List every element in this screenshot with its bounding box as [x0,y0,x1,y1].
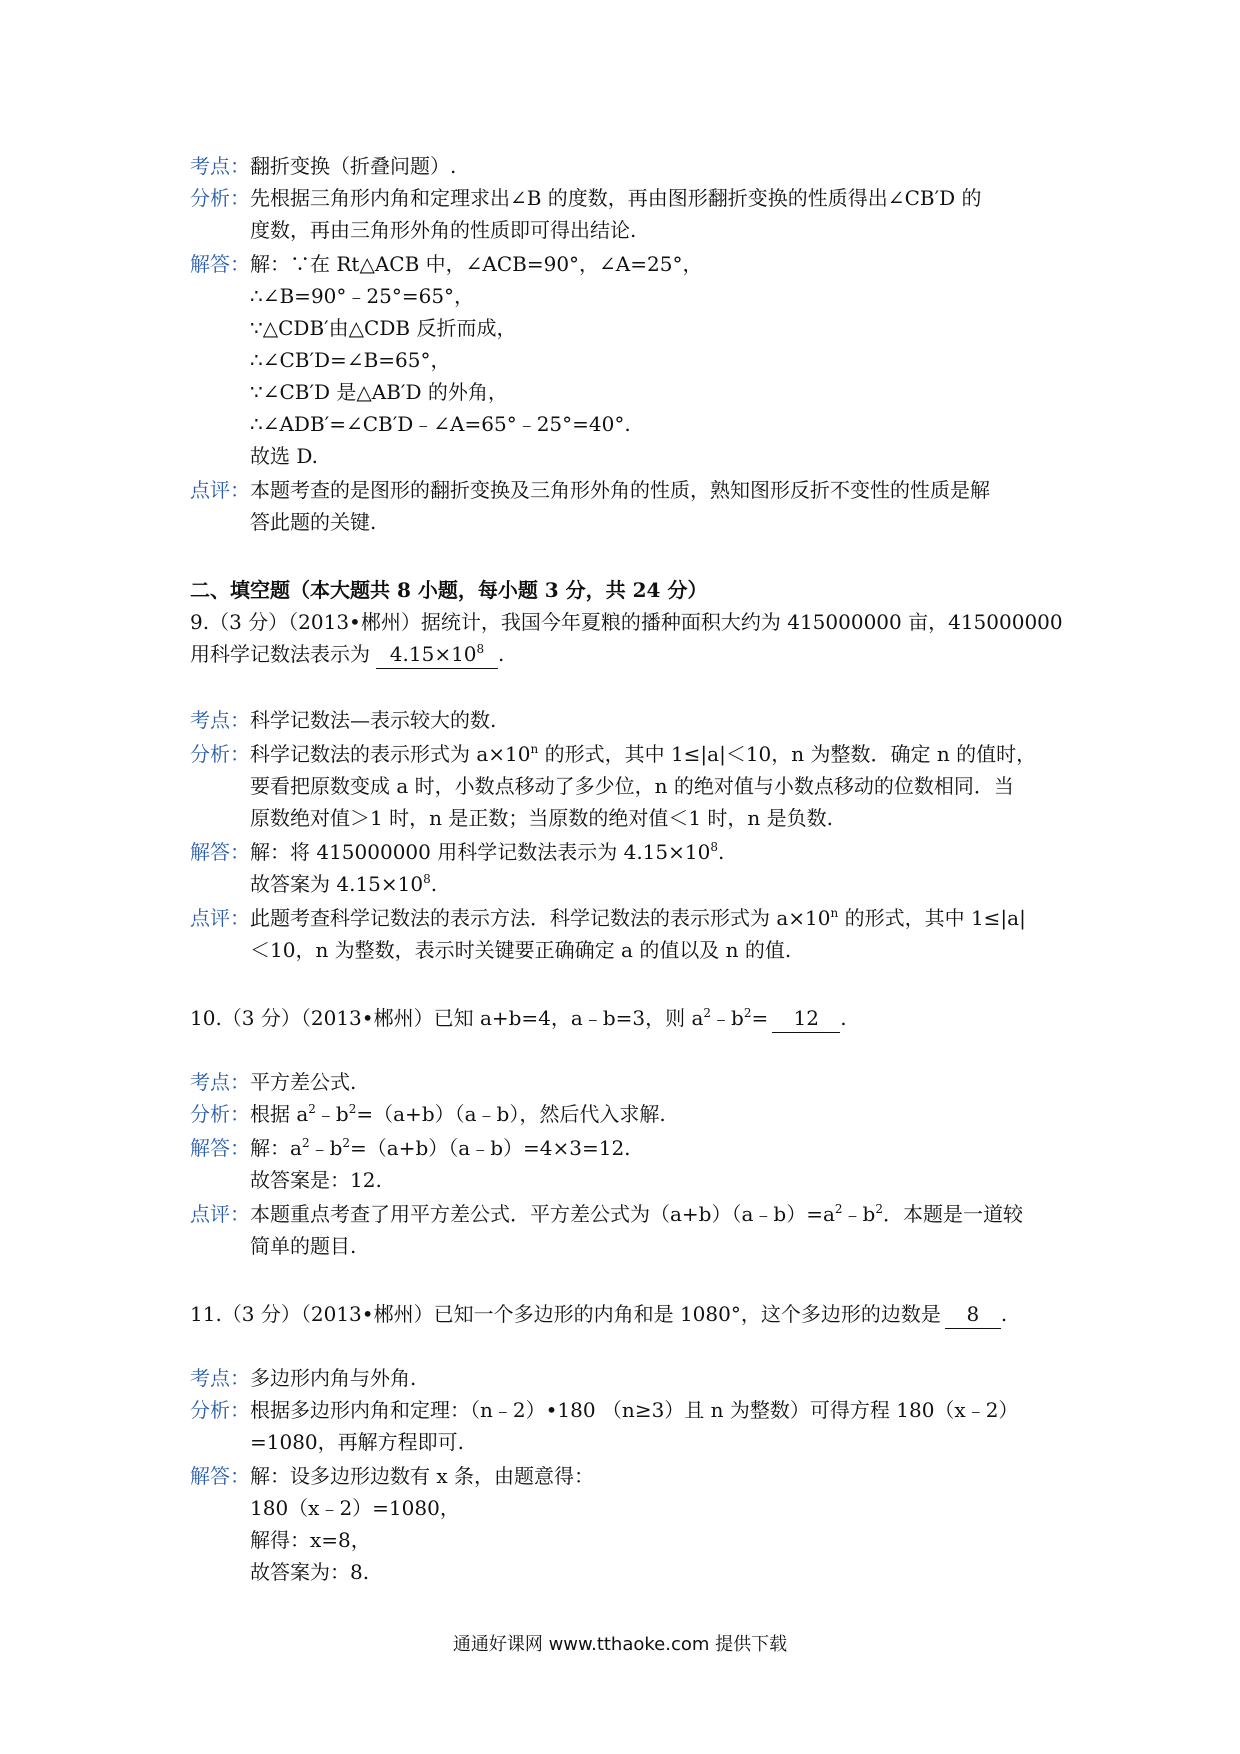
dianping-row [190,904,1026,932]
dianping-text: 本题重点考查了用平方差公式．平方差公式为（a+b）（a﹣b）=a [250,1202,835,1226]
jieda-label: 解答： [190,1136,250,1160]
fenxi-text: 的形式，其中 1≤|a|＜10，n 为整数．确定 n 的值时， [538,742,1037,766]
jieda-line: ∵△CDB′由△CDB 反折而成， [250,316,517,340]
jieda-text: . [717,840,725,864]
answer-blank [376,640,498,669]
kaodian-row [190,1364,416,1392]
punct: . [1000,1302,1008,1326]
dianping-text: ．本题是一道较 [883,1202,1023,1226]
fenxi-text: =（a+b）（a﹣b），然后代入求解. [356,1102,666,1126]
jieda-line: ∵∠CB′D 是△AB′D 的外角， [250,380,508,404]
jieda-text: 解：a [250,1136,302,1160]
kaodian-label: 考点： [190,708,250,732]
dianping-text: 此题考查科学记数法的表示方法．科学记数法的表示形式为 a×10 [250,906,831,930]
dianping-label: 点评： [190,1202,250,1226]
answer-exponent: 8 [476,642,485,656]
exponent: 2 [834,1202,843,1216]
jieda-line: ∴∠ADB′=∠CB′D﹣∠A=65°﹣25°=40°. [250,412,631,436]
exponent: n [530,742,539,756]
question-9-line: 9.（3 分）（2013•郴州）据统计，我国今年夏粮的播种面积大约为 415000000 亩，415000000 [190,610,1063,634]
dianping-line: ＜10，n 为整数，表示时关键要正确确定 a 的值以及 n 的值. [250,938,792,962]
fenxi-line: 原数绝对值＞1 时，n 是正数；当原数的绝对值＜1 时，n 是负数. [250,806,833,830]
dianping-line: 答此题的关键. [250,510,377,534]
answer-text: 4.15×10 [389,642,477,666]
jieda-text: . [430,872,438,896]
jieda-text: 故答案为 4.15×10 [250,872,424,896]
answer-blank: 12 [772,1004,840,1033]
dianping-text: 本题考查的是图形的翻折变换及三角形外角的性质，熟知图形反折不变性的性质是解 [250,478,990,502]
fenxi-text: ﹣b [315,1102,349,1126]
jieda-line: ∴∠CB′D=∠B=65°， [250,348,451,372]
page-footer: 通通好课网 www.tthaoke.com 提供下载 [452,1634,788,1655]
jieda-row [190,250,702,278]
fenxi-line: 度数，再由三角形外角的性质即可得出结论. [250,218,637,242]
kaodian-label: 考点： [190,154,250,178]
fenxi-text: 根据多边形内角和定理：（n﹣2）•180 （n≥3）且 n 为整数）可得方程 180（x﹣2） [250,1398,1019,1422]
punct: . [498,642,505,666]
exponent: 8 [423,872,431,886]
dianping-row [190,1200,1023,1228]
fenxi-line: =1080，再解方程即可. [250,1430,465,1454]
fenxi-label: 分析： [190,1398,250,1422]
exponent: n [830,906,839,920]
exponent: 2 [342,1136,351,1150]
question-11-line [190,1300,1007,1329]
jieda-row [190,1134,631,1162]
jieda-text: ﹣b [309,1136,343,1160]
dianping-label: 点评： [190,478,250,502]
fenxi-row [190,1396,1018,1424]
exponent: 2 [308,1102,316,1116]
jieda-label: 解答： [190,252,250,276]
jieda-text: 解：将 415000000 用科学记数法表示为 4.15×10 [250,840,711,864]
exponent: 2 [348,1102,357,1116]
jieda-row [190,1462,594,1490]
kaodian-label: 考点： [190,1366,250,1390]
kaodian-text: 多边形内角与外角. [250,1366,417,1390]
question-9-line [190,640,504,669]
fenxi-row [190,1100,666,1128]
dianping-text: ﹣b [842,1202,876,1226]
kaodian-text: 翻折变换（折叠问题）. [250,154,457,178]
dianping-label: 点评： [190,906,250,930]
punct: . [840,1006,847,1030]
fenxi-text: 科学记数法的表示形式为 a×10 [250,742,531,766]
fenxi-label: 分析： [190,1102,250,1126]
jieda-text: =（a+b）（a﹣b）=4×3=12. [350,1136,631,1160]
fenxi-text: 根据 a [250,1102,309,1126]
exponent: 2 [875,1202,883,1216]
fenxi-label: 分析： [190,742,250,766]
fenxi-label: 分析： [190,186,250,210]
fenxi-row [190,184,982,212]
question-text: 10.（3 分）（2013•郴州）已知 a+b=4，a﹣b=3，则 a [190,1006,704,1030]
dianping-text: 的形式，其中 1≤|a| [838,906,1026,930]
jieda-line [250,870,437,898]
jieda-line: 解得：x=8， [250,1528,371,1552]
jieda-text: 解：∵在 Rt△ACB 中，∠ACB=90°，∠A=25°， [250,252,703,276]
exponent: 8 [710,840,718,854]
jieda-line: 180（x﹣2）=1080， [250,1496,460,1520]
dianping-row [190,476,990,504]
kaodian-text: 平方差公式. [250,1070,357,1094]
question-text: = [751,1006,769,1030]
exponent: 2 [743,1006,752,1020]
fenxi-text: 先根据三角形内角和定理求出∠B 的度数，再由图形翻折变换的性质得出∠CB′D 的 [250,186,982,210]
dianping-line: 简单的题目. [250,1234,357,1258]
jieda-row [190,838,724,866]
kaodian-row [190,1068,356,1096]
jieda-line: 故答案为：8. [250,1560,370,1584]
jieda-line: ∴∠B=90°﹣25°=65°， [250,284,475,308]
jieda-label: 解答： [190,840,250,864]
fenxi-row [190,740,1036,768]
jieda-line: 故答案是：12. [250,1168,382,1192]
jieda-text: 解：设多边形边数有 x 条，由题意得： [250,1464,594,1488]
fenxi-line: 要看把原数变成 a 时，小数点移动了多少位，n 的绝对值与小数点移动的位数相同．当 [250,774,1014,798]
question-10-line [190,1004,847,1033]
section-heading: 二、填空题（本大题共 8 小题，每小题 3 分，共 24 分） [190,578,708,602]
question-text: 用科学记数法表示为 [190,642,370,666]
kaodian-text: 科学记数法—表示较大的数. [250,708,497,732]
jieda-label: 解答： [190,1464,250,1488]
jieda-line: 故选 D. [250,444,319,468]
exponent: 2 [301,1136,310,1150]
kaodian-label: 考点： [190,1070,250,1094]
exponent: 2 [703,1006,712,1020]
question-text: 11.（3 分）（2013•郴州）已知一个多边形的内角和是 1080°，这个多边形的边数是 [190,1302,941,1326]
question-text: ﹣b [711,1006,744,1030]
answer-blank: 8 [945,1300,1001,1329]
kaodian-row [190,152,456,180]
kaodian-row [190,706,496,734]
